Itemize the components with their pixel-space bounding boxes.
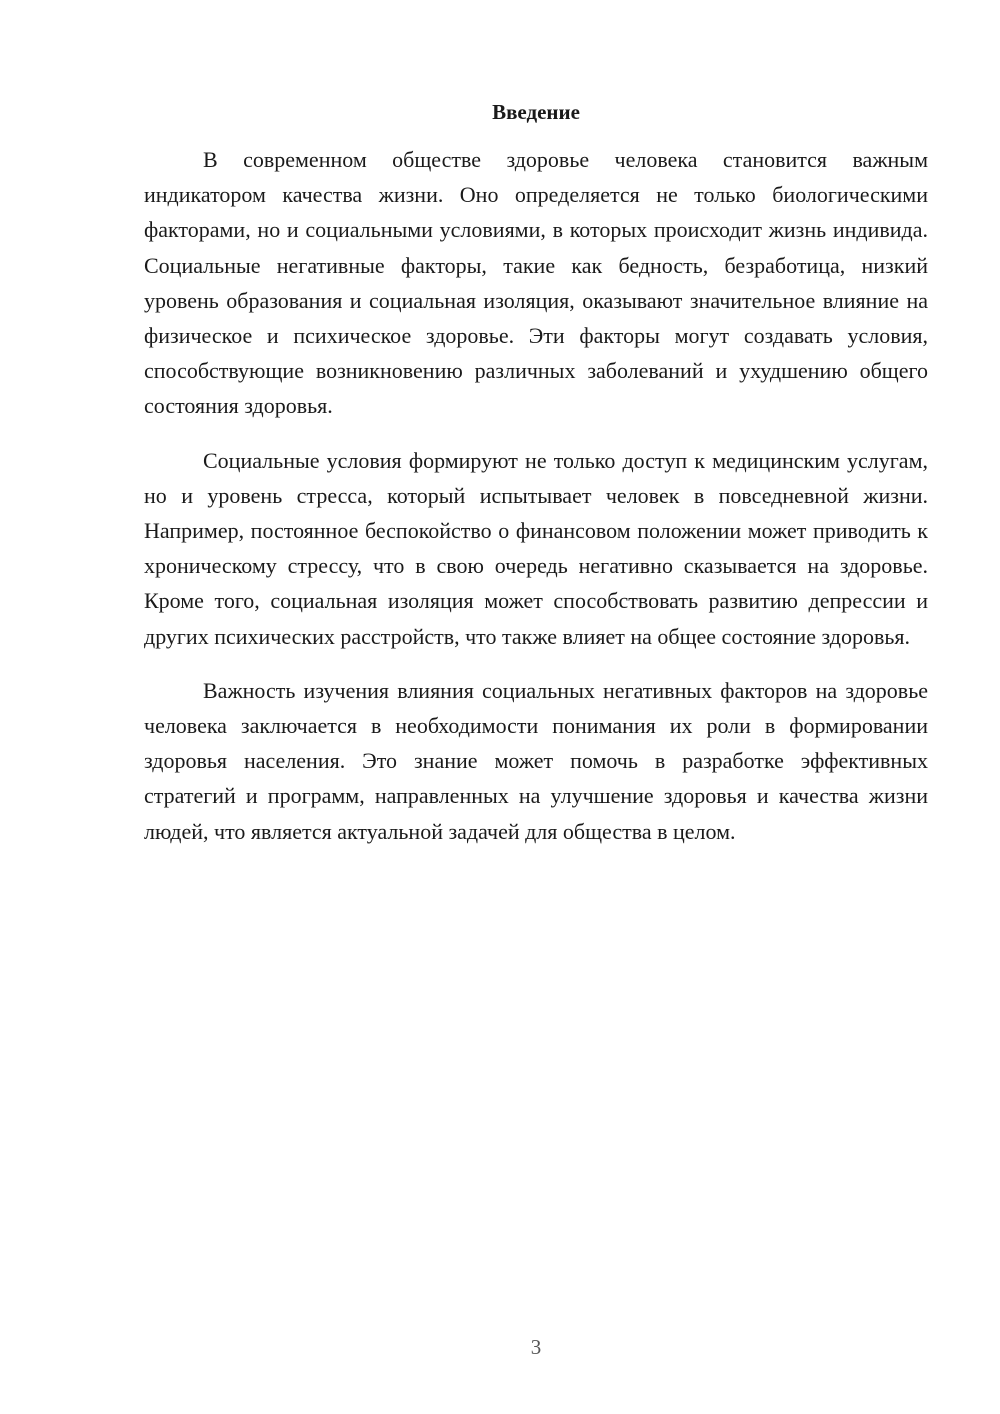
paragraph-3: Важность изучения влияния социальных негативных факторов на здоровье человека заключается в необходимости понимания их роли в формировании здоровья населения. Это знание может помочь в разработке эффективных стратегий и программ, направленных на улучшение здоровья и качества жизни людей, что является актуальной задачей для общества в целом. <box>144 677 928 844</box>
section-body <box>144 142 928 868</box>
page-number: 3 <box>530 1335 542 1359</box>
section-title: Введение <box>492 100 580 124</box>
paragraph-1: В современном обществе здоровье человека становится важным индикатором качества жизни. Оно определяется не только биологическими факторами, но и социальными условиями, в которых происходит жизнь индивида. Социальные негативные факторы, такие как бедность, безработица, низкий уровень образования и социальная изоляция, оказывают значительное влияние на физическое и психическое здоровье. Эти факторы могут создавать условия, способствующие возникновению различных заболеваний и ухудшению общего состояния здоровья. <box>144 147 928 419</box>
paragraph-2: Социальные условия формируют не только доступ к медицинским услугам, но и уровень стресса, который испытывает человек в повседневной жизни. Например, постоянное беспокойство о финансовом положении может приводить к хроническому стрессу, что в свою очередь негативно сказывается на здоровье. Кроме того, социальная изоляция может способствовать развитию депрессии и других психических расстройств, что также влияет на общее состояние здоровья. <box>144 447 928 649</box>
